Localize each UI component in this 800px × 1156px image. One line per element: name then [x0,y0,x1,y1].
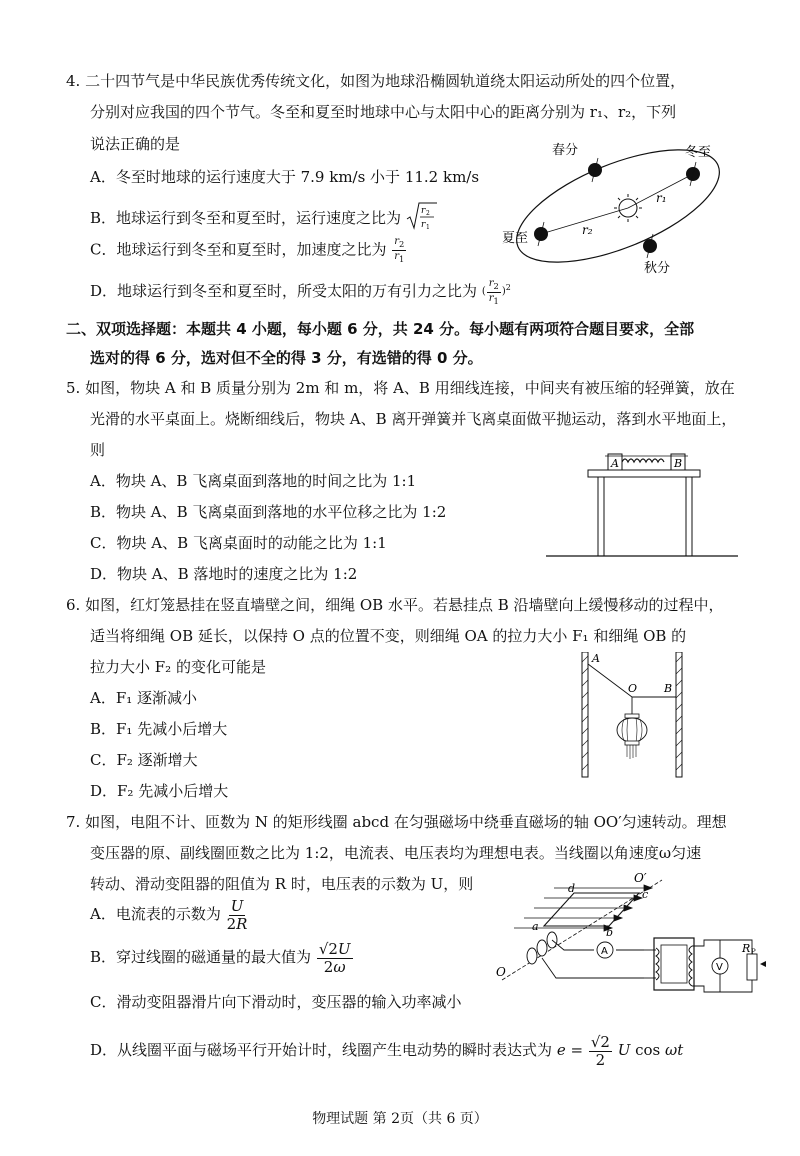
svg-text:O′: O′ [634,871,647,885]
q6-stem-line3: 拉力大小 F₂ 的变化可能是 [90,658,266,676]
q7-a-fraction: $\frac{U}{2R}$ [226,896,248,933]
q6-option-d: D．F₂ 先减小后增大 [90,782,229,800]
svg-text:A: A [592,652,600,665]
q4-d-fraction: $\frac{r_2}{r_1}$ [488,277,499,306]
tabletop [588,470,700,477]
label-xiazhi: 夏至 [502,231,529,246]
table-diagram [540,448,740,563]
svg-text:B: B [664,682,673,695]
q6-option-b: B．F₁ 先减小后增大 [90,720,228,738]
q5-option-d: D．物块 A、B 落地时的速度之比为 1:2 [90,565,358,583]
section2-title-line1: 二、双项选择题：本题共 4 小题，每小题 6 分，共 24 分。每小题有两项符合题目要求，全部 [66,320,695,338]
q4-option-c: C．地球运行到冬至和夏至时，加速度之比为 $\frac{r_2}{r_1}$ [90,236,405,264]
q7-stem-line2: 变压器的原、副线圈匝数之比为 1:2，电流表、电压表均为理想电表。当线圈以角速度ω匀速 [90,844,702,862]
q7-d-fraction: $\frac{√2}{2}$ [590,1032,610,1069]
svg-text:O: O [628,682,638,695]
svg-text:A: A [601,946,608,957]
q4-option-d: D．地球运行到冬至和夏至时，所受太阳的万有引力之比为 ( $\frac{r_2}{r_1}$ )$^2$ [90,277,511,306]
slip-rings [527,932,557,964]
q4-option-a: A．冬至时地球的运行速度大于 7.9 km/s 小于 11.2 km/s [90,168,480,186]
q4-stem-line1: 4. 二十四节气是中华民族优秀传统文化，如图为地球沿椭圆轨道绕太阳运动所处的四个位置， [66,72,686,90]
q4-stem-line3: 说法正确的是 [90,135,181,153]
label-r1: r₁ [656,191,667,205]
spring [622,459,664,462]
q6-option-c: C．F₂ 逐渐增大 [90,751,198,769]
q7-b-fraction: $\frac{√2U}{2\omega}$ [318,939,351,976]
svg-text:1: 1 [425,224,430,231]
svg-text:O: O [496,965,506,979]
q7-stem-line3: 转动、滑动变阻器的阻值为 R 时，电压表的示数为 U，则 [90,875,474,893]
label-chunfen: 春分 [552,143,579,158]
q7-option-b: B．穿过线圈的磁通量的最大值为 $\frac{√2U}{2\omega}$ [90,939,351,976]
rope-oa [588,664,632,697]
lantern-icon [617,714,647,759]
q4-option-b: B．地球运行到冬至和夏至时，运行速度之比为 r 2 r 1 [90,201,438,237]
q6-stem-line2: 适当将细绳 OB 延长，以保持 O 点的位置不变，则细绳 OA 的拉力大小 F₁ 和细绳 OB 的 [90,627,687,645]
lantern-diagram [572,652,692,782]
section2-title-line2: 选对的得 6 分，选对但不全的得 3 分，有选错的得 0 分。 [90,349,483,367]
q5-stem-line1: 5. 如图，物块 A 和 B 质量分别为 2m 和 m，将 A、B 用细线连接，中间夹有被压缩的轻弹簧，放在 [66,379,735,397]
label-r2: r₂ [582,223,593,237]
label-qiufen: 秋分 [644,261,671,276]
svg-text:V: V [716,962,723,973]
q5-option-b: B．物块 A、B 飞离桌面到落地的水平位移之比为 1:2 [90,503,447,521]
q7-option-d: D．从线圈平面与磁场平行开始计时，线圈产生电动势的瞬时表达式为 e = $\frac{√2}{2}$ U cos ωt [90,1032,684,1069]
q5-stem-line2: 光滑的水平桌面上。烧断细线后，物块 A、B 离开弹簧并飞离桌面做平抛运动，落到水平地面上， [90,410,737,428]
svg-text:d: d [568,882,576,895]
svg-text:a: a [532,920,539,933]
q5-option-c: C．物块 A、B 飞离桌面时的动能之比为 1:1 [90,534,387,552]
q4-b-formula [406,201,438,237]
svg-text:r: r [420,220,426,230]
svg-text:P: P [751,948,756,956]
q5-stem-line3: 则 [90,441,106,459]
q7-stem-line1: 7. 如图，电阻不计、匝数为 N 的矩形线圈 abcd 在匀强磁场中绕垂直磁场的轴 OO′匀速转动。理想 [66,813,727,831]
q7-option-c: C．滑动变阻器滑片向下滑动时，变压器的输入功率减小 [90,993,462,1011]
generator-diagram [494,868,770,998]
svg-text:B: B [674,457,683,470]
svg-text:r: r [420,206,426,216]
svg-text:c: c [642,888,649,901]
q4-stem-line2: 分别对应我国的四个节气。冬至和夏至时地球中心与太阳中心的距离分别为 r₁、r₂，下列 [90,103,677,121]
svg-text:R: R [742,942,751,955]
svg-text:A: A [611,457,619,470]
rheostat [747,954,757,980]
q4-c-fraction: $\frac{r_2}{r_1}$ [394,236,405,264]
svg-text:2: 2 [425,210,430,217]
orbit-diagram [500,138,740,278]
svg-text:b: b [606,926,614,939]
transformer [654,938,694,990]
q5-option-a: A．物块 A、B 飞离桌面到落地的时间之比为 1:1 [90,472,417,490]
axis-oo [502,880,662,980]
q6-option-a: A．F₁ 逐渐减小 [90,689,198,707]
q7-option-a: A．电流表的示数为 $\frac{U}{2R}$ [90,896,248,933]
label-dongzhi: 冬至 [685,145,712,160]
q6-stem-line1: 6. 如图，红灯笼悬挂在竖直墙壁之间，细绳 OB 水平。若悬挂点 B 沿墙壁向上缓慢移动的过程中， [66,596,724,614]
page-footer: 物理试题 第 2页（共 6 页） [312,1111,488,1127]
